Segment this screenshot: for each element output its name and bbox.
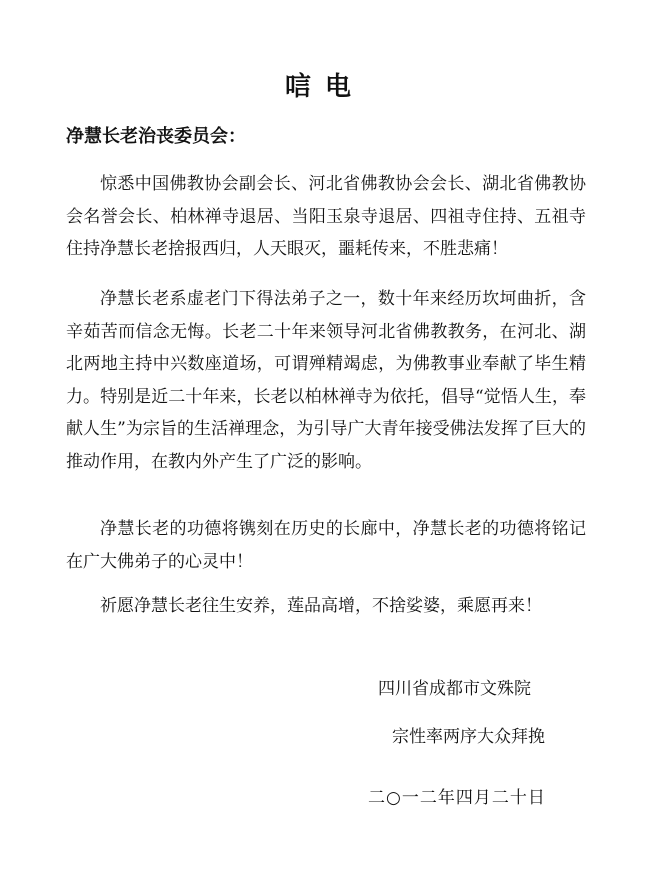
signature-date: 二○一二年四月二十日: [368, 788, 546, 808]
letter-title: 唁电: [284, 72, 365, 102]
letter-paragraph-3: 净慧长老的功德将镌刻在历史的长廊中，净慧长老的功德将铭记在广大佛弟子的心灵中！: [66, 519, 586, 572]
signature-organization: 四川省成都市文殊院: [378, 679, 531, 699]
letter-paragraph-2: 净慧长老系虚老门下得法弟子之一，数十年来经历坎坷曲折，含辛茹苦而信念无悔。长老二十年来领导河北省佛教教务，在河北、湖北两地主持中兴数座道场，可谓殚精竭虑，为佛教事业奉献了毕生精力。特别是近二十年来，长老以柏林禅寺为依托，倡导“觉悟人生，奉献人生”为宗旨的生活禅理念，为引导广大青年接受佛法发挥了巨大的推动作用，在教内外产生了广泛的影响。: [66, 289, 586, 472]
signature-sender: 宗性率两序大众拜挽: [392, 727, 545, 747]
letter-salutation: 净慧长老治丧委员会：: [66, 126, 246, 147]
letter-paragraph-1: 惊悉中国佛教协会副会长、河北省佛教协会会长、湖北省佛教协会名誉会长、柏林禅寺退居、当阳玉泉寺退居、四祖寺住持、五祖寺住持净慧长老捨报西归，人天眼灭，噩耗传来，不胜悲痛！: [66, 174, 586, 259]
letter-paragraph-4: 祈愿净慧长老往生安养，莲品高增，不捨娑婆，乘愿再来！: [100, 596, 542, 616]
